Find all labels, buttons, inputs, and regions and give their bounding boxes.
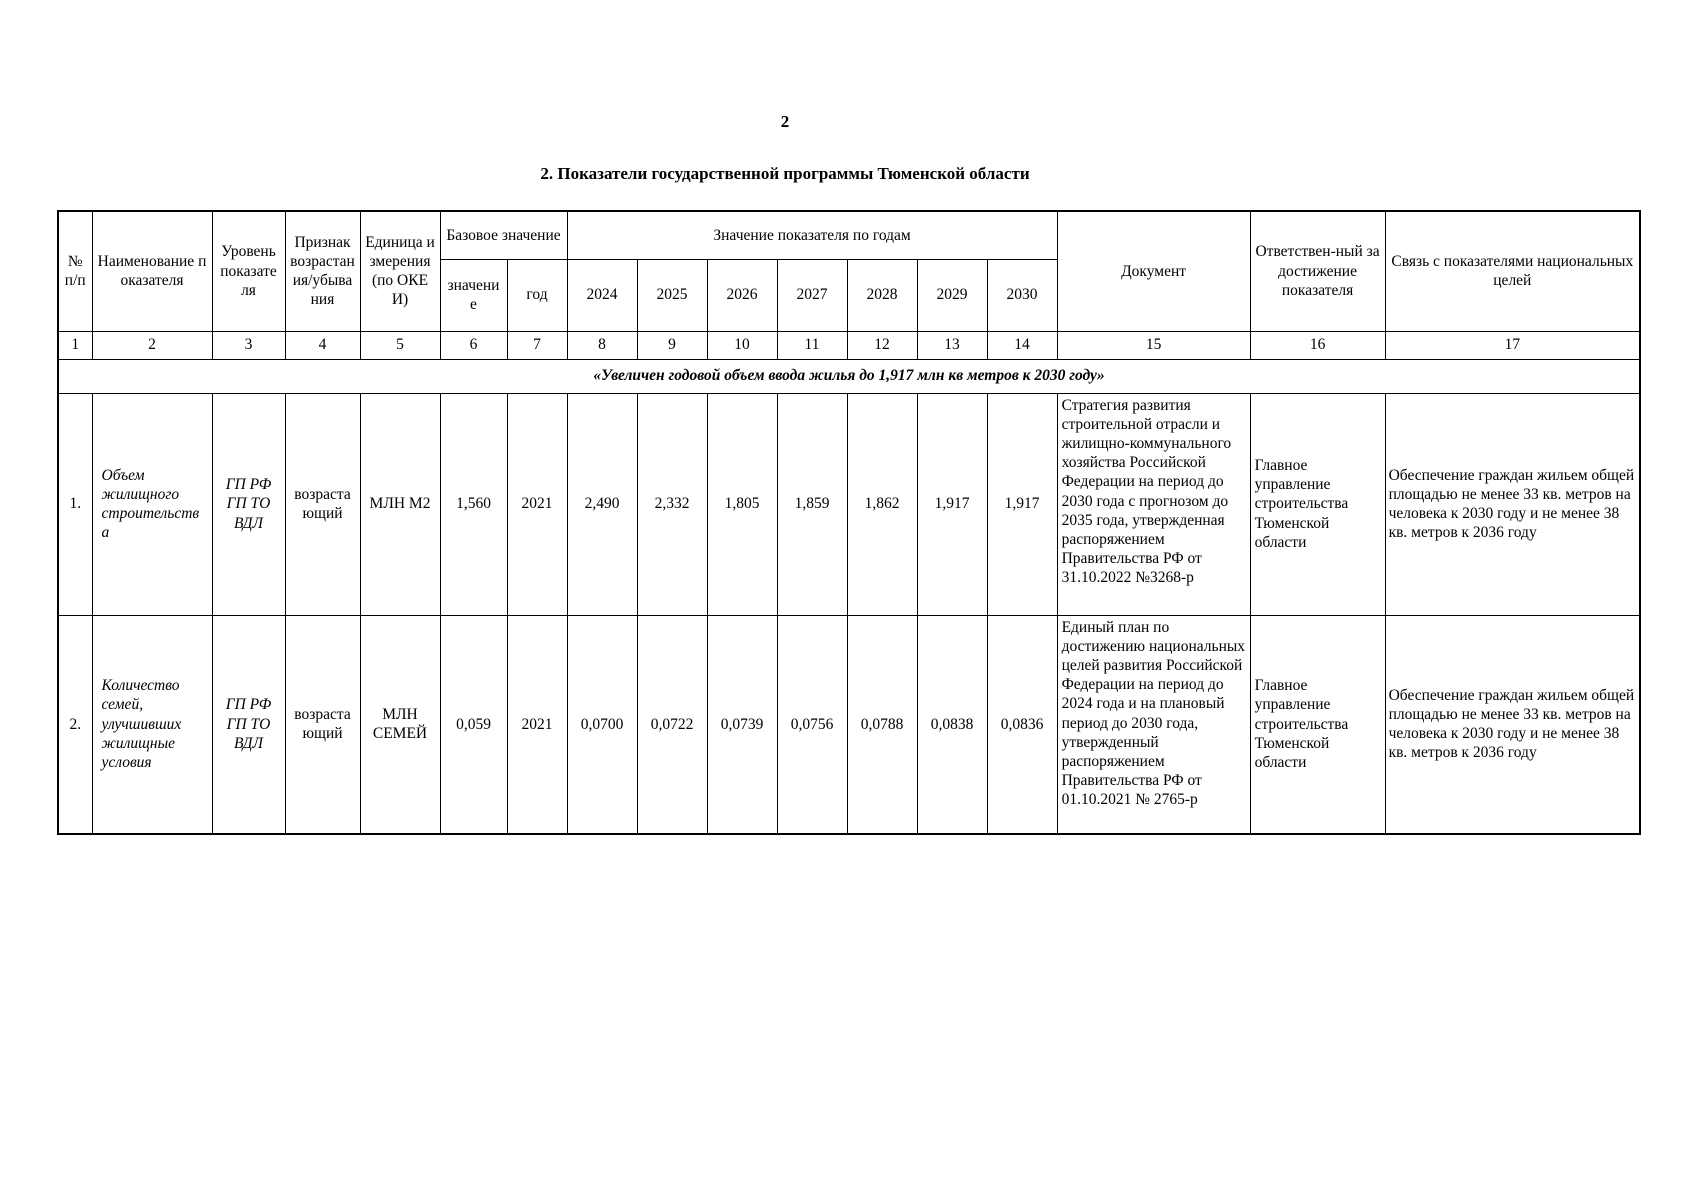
section-title: «Увеличен годовой объем ввода жилья до 1,917 млн кв метров к 2030 году» <box>58 359 1640 393</box>
numbering-cell: 16 <box>1250 331 1385 359</box>
year-value-cell: 0,0756 <box>777 615 847 834</box>
base-year-cell: 2021 <box>507 393 567 615</box>
unit-cell: МЛН М2 <box>360 393 440 615</box>
document-cell: Стратегия развития строительной отрасли и жилищно-коммунального хозяйства Российской Федерации на период до 2030 года с прогнозом до 2035 года, утвержденная распоряжением Правительства РФ от 31.10.2022 №3268-р <box>1057 393 1250 615</box>
header-year-2028: 2028 <box>847 259 917 331</box>
level-cell: ГП РФ ГП ТО ВДЛ <box>212 615 285 834</box>
base-year-cell: 2021 <box>507 615 567 834</box>
year-value-cell: 1,917 <box>917 393 987 615</box>
trend-cell: возрастающий <box>285 615 360 834</box>
header-year-2027: 2027 <box>777 259 847 331</box>
header-col-document: Документ <box>1057 211 1250 331</box>
year-value-cell: 1,917 <box>987 393 1057 615</box>
section-title-row <box>58 359 1640 393</box>
row-num-cell: 2. <box>58 615 92 834</box>
year-value-cell: 1,862 <box>847 393 917 615</box>
header-base-value: значение <box>440 259 507 331</box>
numbering-cell: 3 <box>212 331 285 359</box>
trend-cell: возрастающий <box>285 393 360 615</box>
year-value-cell: 2,490 <box>567 393 637 615</box>
table-row <box>58 615 1640 834</box>
year-value-cell: 0,0788 <box>847 615 917 834</box>
numbering-cell: 14 <box>987 331 1057 359</box>
document-title: 2. Показатели государственной программы Тюменской области <box>540 164 1030 183</box>
header-year-2026: 2026 <box>707 259 777 331</box>
header-col-responsible: Ответствен-ный за достижение показателя <box>1250 211 1385 331</box>
header-col-num: № п/п <box>58 211 92 331</box>
base-value-cell: 1,560 <box>440 393 507 615</box>
header-year-2029: 2029 <box>917 259 987 331</box>
year-value-cell: 0,0836 <box>987 615 1057 834</box>
year-value-cell: 1,859 <box>777 393 847 615</box>
header-years-group: Значение показателя по годам <box>567 211 1057 259</box>
numbering-cell: 2 <box>92 331 212 359</box>
numbering-cell: 13 <box>917 331 987 359</box>
unit-cell: МЛН СЕМЕЙ <box>360 615 440 834</box>
national-goal-cell: Обеспечение граждан жильем общей площадью не менее 33 кв. метров на человека к 2030 году и не менее 38 кв. метров к 2036 году <box>1385 615 1640 834</box>
numbering-cell: 5 <box>360 331 440 359</box>
header-year-2024: 2024 <box>567 259 637 331</box>
row-num-cell: 1. <box>58 393 92 615</box>
year-value-cell: 0,0722 <box>637 615 707 834</box>
numbering-cell: 9 <box>637 331 707 359</box>
national-goal-cell: Обеспечение граждан жильем общей площадью не менее 33 кв. метров на человека к 2030 году и не менее 38 кв. метров к 2036 году <box>1385 393 1640 615</box>
page-number: 2 <box>780 112 790 131</box>
year-value-cell: 0,0838 <box>917 615 987 834</box>
header-col-unit: Единица измерения (по ОКЕИ) <box>360 211 440 331</box>
header-col-trend: Признак возрастания/убывания <box>285 211 360 331</box>
header-col-national-goals: Связь с показателями национальных целей <box>1385 211 1640 331</box>
indicators-table <box>57 210 1641 835</box>
indicator-name-cell: Количество семей, улучшивших жилищные условия <box>92 615 212 834</box>
numbering-cell: 4 <box>285 331 360 359</box>
year-value-cell: 0,0739 <box>707 615 777 834</box>
header-base-value-group: Базовое значение <box>440 211 567 259</box>
year-value-cell: 0,0700 <box>567 615 637 834</box>
column-numbering-row <box>58 331 1640 359</box>
header-col-name: Наименование показателя <box>92 211 212 331</box>
year-value-cell: 1,805 <box>707 393 777 615</box>
numbering-cell: 6 <box>440 331 507 359</box>
document-cell: Единый план по достижению национальных целей развития Российской Федерации на период до 2024 года и на плановый период до 2030 года, утвержденный распоряжением Правительства РФ от 01.10.2021 № 2765-р <box>1057 615 1250 834</box>
responsible-cell: Главное управление строительства Тюменской области <box>1250 615 1385 834</box>
header-base-year: год <box>507 259 567 331</box>
numbering-cell: 1 <box>58 331 92 359</box>
numbering-cell: 11 <box>777 331 847 359</box>
numbering-cell: 15 <box>1057 331 1250 359</box>
header-row-top <box>58 211 1640 259</box>
numbering-cell: 17 <box>1385 331 1640 359</box>
header-col-level: Уровень показателя <box>212 211 285 331</box>
responsible-cell: Главное управление строительства Тюменской области <box>1250 393 1385 615</box>
header-year-2025: 2025 <box>637 259 707 331</box>
numbering-cell: 12 <box>847 331 917 359</box>
header-year-2030: 2030 <box>987 259 1057 331</box>
table-row <box>58 393 1640 615</box>
year-value-cell: 2,332 <box>637 393 707 615</box>
numbering-cell: 7 <box>507 331 567 359</box>
level-cell: ГП РФ ГП ТО ВДЛ <box>212 393 285 615</box>
numbering-cell: 10 <box>707 331 777 359</box>
numbering-cell: 8 <box>567 331 637 359</box>
indicator-name-cell: Объем жилищного строительства <box>92 393 212 615</box>
base-value-cell: 0,059 <box>440 615 507 834</box>
